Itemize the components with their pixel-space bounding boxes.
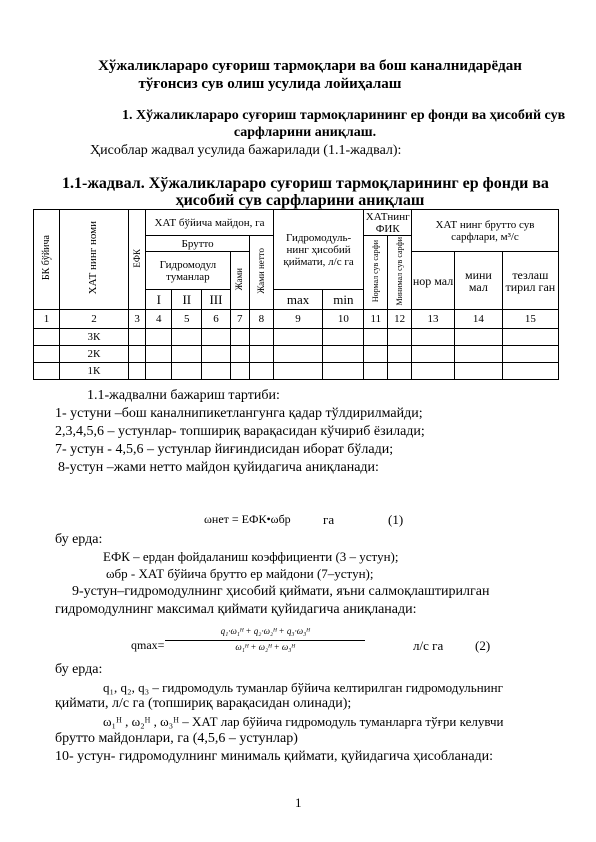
col-num: 3: [129, 310, 146, 329]
col-num: 10: [323, 310, 364, 329]
para-9-line2: гидромодулнинг максимал қиймати қуйидагича аниқланади:: [55, 602, 417, 617]
column-numbers-row: [34, 310, 559, 329]
header-brutto-flow: ХАТ нинг брутто сув сарфлари, м³/с: [411, 210, 558, 252]
order-title: 1.1-жадвални бажариш тартиби:: [87, 388, 280, 403]
header-min: min: [323, 290, 364, 310]
table-title-line1: 1.1-жадвал. Хўжаликлараро суғориш тармоқларининг ер фонди ва: [62, 175, 549, 192]
page-number: 1: [295, 795, 302, 810]
formula-2-unit: л/с га: [413, 638, 444, 653]
formula-2-denominator: ω₁ᴴ + ω₂ᴴ + ω₃ᴴ: [235, 642, 295, 652]
table-row: [34, 329, 559, 346]
section-title-line2: сарфларини аниқлаш.: [233, 125, 377, 140]
header-gm-tuman: Гидромодул туманлар: [146, 252, 230, 290]
item-1: 1- устуни –бош каналнипикетлангунга қадар тўлдирилмайди;: [55, 406, 423, 421]
col-num: 7: [230, 310, 249, 329]
table-row: [34, 346, 559, 363]
item-2: 2,3,4,5,6 – устунлар- топшириқ варақасидан кўчириб ёзилади;: [55, 424, 425, 439]
where-2: бу ерда:: [55, 662, 103, 677]
header-fast: тезлаш тирил ган: [502, 252, 558, 310]
row-label: 2К: [59, 346, 128, 363]
header-jami: Жами: [230, 252, 249, 310]
land-fund-table: [33, 209, 559, 380]
col-num: 4: [146, 310, 172, 329]
header-min-flow: Минимал сув сарфи: [388, 236, 412, 310]
col-num: 12: [388, 310, 412, 329]
formula-1: ωнет = ЕФК•ωбр: [204, 512, 291, 526]
formula-1-unit: га: [323, 512, 335, 527]
header-normal-flow: Нормал сув сарфи: [364, 236, 388, 310]
intro-text: Ҳисоблар жадвал усулида бажарилади (1.1-жадвал):: [90, 143, 402, 158]
header-brutto: Брутто: [146, 236, 250, 252]
item-3: 7- устун - 4,5,6 – устунлар йиғиндисидан иборат бўлади;: [55, 442, 394, 457]
header-max: max: [273, 290, 323, 310]
formula-2-lhs: qmax=: [131, 638, 165, 652]
col-num: 2: [59, 310, 128, 329]
table-title-line2: ҳисобий сув сарфларини аниқлаш: [175, 192, 425, 209]
header-jami-netto: Жами нетто: [249, 236, 273, 310]
header-bk: БК бўйича: [34, 210, 60, 310]
header-hat-fik: ХАТнинг ФИК: [365, 210, 410, 235]
item-4: 8-устун –жами нетто майдон қуйидагича аниқланади:: [58, 460, 379, 475]
header-area: ХАТ бўйича майдон, га: [146, 210, 273, 236]
row-label: 3К: [59, 329, 128, 346]
col-num: 6: [202, 310, 230, 329]
col-num: 11: [364, 310, 388, 329]
section-title-line1: 1. Хўжаликлараро суғориш тармоқларининг ер фонди ва ҳисобий сув: [122, 108, 566, 123]
def-omega-cont: брутто майдонлари, га (4,5,6 – устунлар): [55, 731, 298, 746]
col-num: 15: [502, 310, 558, 329]
formula-2-fraction-bar: [165, 640, 365, 641]
col-num: 8: [249, 310, 273, 329]
formula-2-numerator: q₁·ω₁ᴴ + q₂·ω₂ᴴ + q₃·ω₃ᴴ: [220, 626, 310, 636]
header-normal: нор мал: [411, 252, 454, 310]
header-gidromodul: Гидромодуль-нинг ҳисобий қиймати, л/с га: [273, 210, 364, 290]
header-zone-2: II: [172, 290, 202, 310]
formula-1-number: (1): [388, 512, 404, 527]
def-q: q₁, q₂, q₃ – гидромодуль туманлар бўйича келтирилган гидромодульнинг: [103, 680, 503, 695]
doc-title-line2: тўғонсиз сув олиш усулида лойиҳалаш: [138, 76, 402, 92]
def-omega: ω₁ᴴ , ω₂ᴴ , ω₃ᴴ – ХАТ лар бўйича гидромодуль туманларга тўғри келувчи: [103, 714, 504, 729]
header-zone-1: I: [146, 290, 172, 310]
header-hat-name: ХАТ нинг номи: [59, 210, 128, 310]
header-efk: ЕФК: [129, 210, 146, 310]
formula-2-number: (2): [475, 638, 491, 653]
def-efk: ЕФК – ердан фойдаланиш коэффициенти (3 – устун);: [103, 549, 399, 564]
col-num: 9: [273, 310, 323, 329]
where-1: бу ерда:: [55, 532, 103, 547]
header-zone-3: III: [202, 290, 230, 310]
def-omega-br: ωбр - ХАТ бўйича брутто ер майдони (7–устун);: [106, 566, 374, 581]
row-label: 1К: [59, 363, 128, 380]
col-num: 14: [455, 310, 503, 329]
para-9-line1: 9-устун–гидромодулнинг ҳисобий қиймати, яъни салмоқлаштирилган: [72, 584, 490, 599]
col-num: 1: [34, 310, 60, 329]
col-num: 13: [411, 310, 454, 329]
col-num: 5: [172, 310, 202, 329]
doc-title-line1: Хўжаликлараро суғориш тармоқлари ва бош каналнидарёдан: [98, 58, 522, 74]
def-q-cont: қиймати, л/с га (топшириқ варақасидан олинади);: [55, 696, 352, 711]
header-minimal: мини мал: [455, 252, 503, 310]
item-10: 10- устун- гидромодулнинг минималь қиймати, қуйидагича ҳисобланади:: [55, 749, 494, 764]
table-row: [34, 363, 559, 380]
